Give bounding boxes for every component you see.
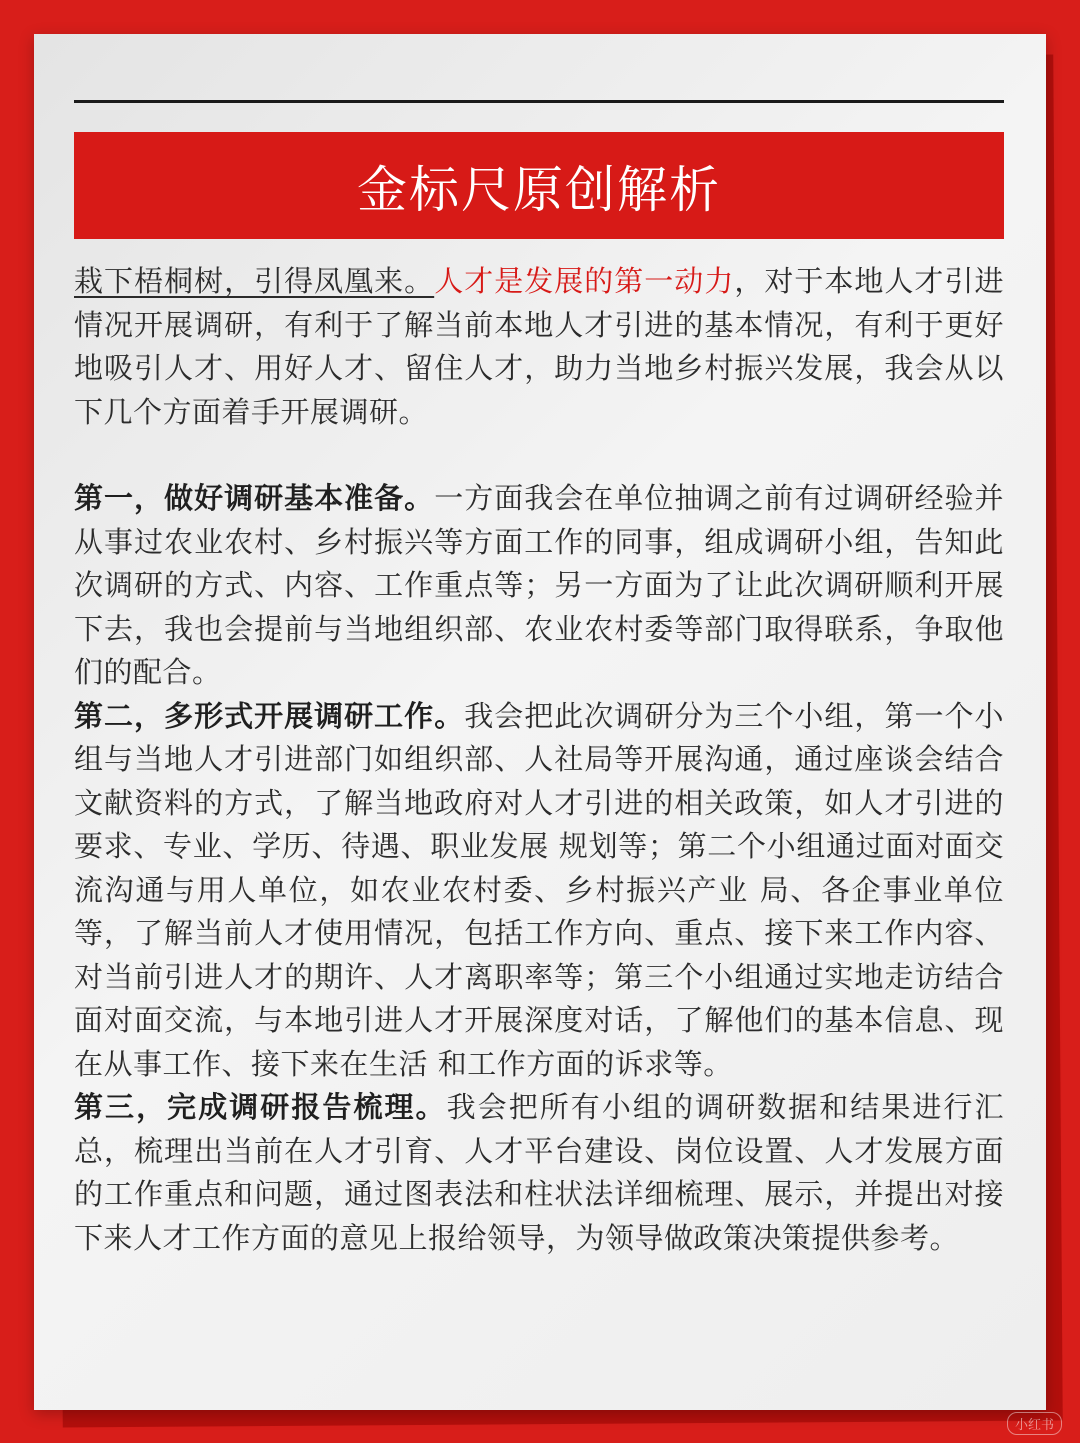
top-divider xyxy=(74,100,1004,103)
page-title: 金标尺原创解析 xyxy=(357,160,721,219)
paragraph-spacer xyxy=(74,434,1004,477)
section-2 xyxy=(74,695,1004,1087)
section-1 xyxy=(74,477,1004,695)
intro-highlight: 人才是发展的第一动力 xyxy=(434,264,735,298)
watermark-logo: 小红书 xyxy=(1007,1412,1062,1435)
content-card xyxy=(34,34,1046,1410)
section-2-heading: 第二，多形式开展调研工作。 xyxy=(74,698,465,733)
title-banner xyxy=(74,132,1004,239)
intro-paragraph xyxy=(74,260,1004,434)
section-2-body: 我会把此次调研分为三个小组，第一个小组与当地人才引进部门如组织部、人社局等开展沟通，通过座谈会结合文献资料的方式，了解当地政府对人才引进的相关政策，如人才引进的要求、专业、学历、待遇、职业发展 规划等；第二个小组通过面对面交流沟通与用人单位，如农业农村委、乡村振兴产业 局、各企事业单位等，了解当前人才使用情况，包括工作方向、重点、接下来工作内容、对当前引进人才的期许、人才离职率等；第三个小组通过实地走访结合面对面交流，与本地引进人才开展深度对话，了解他们的基本信息、现在从事工作、接下来在生活 和工作方面的诉求等。 xyxy=(74,698,1004,1081)
section-3-heading: 第三，完成调研报告梳理。 xyxy=(74,1090,447,1124)
article-body xyxy=(74,260,1004,1260)
intro-quote: 栽下梧桐树，引得凤凰来。 xyxy=(74,264,435,298)
section-3 xyxy=(74,1086,1004,1260)
intro-text: ，对于本地人才引进情况开展调研，有利于了解当前本地人才引进的基本情况，有利于更好地吸引人才、用好人才、留住人才，助力当地乡村振兴发展，我会从以下几个方面着手开展调研。 xyxy=(74,264,1004,429)
section-3-body: 我会把所有小组的调研数据和结果进行汇总，梳理出当前在人才引育、人才平台建设、岗位设置、人才发展方面的工作重点和问题，通过图表法和柱状法详细梳理、展示，并提出对接下来人才工作方面的意见上报给领导，为领导做政策决策提供参考。 xyxy=(74,1090,1004,1255)
section-1-heading: 第一，做好调研基本准备。 xyxy=(74,481,435,515)
section-1-body: 一方面我会在单位抽调之前有过调研经验并从事过农业农村、乡村振兴等方面工作的同事，组成调研小组，告知此次调研的方式、内容、工作重点等；另一方面为了让此次调研顺利开展下去，我也会提前与当地组织部、农业农村委等部门取得联系，争取他们的配合。 xyxy=(74,481,1004,689)
